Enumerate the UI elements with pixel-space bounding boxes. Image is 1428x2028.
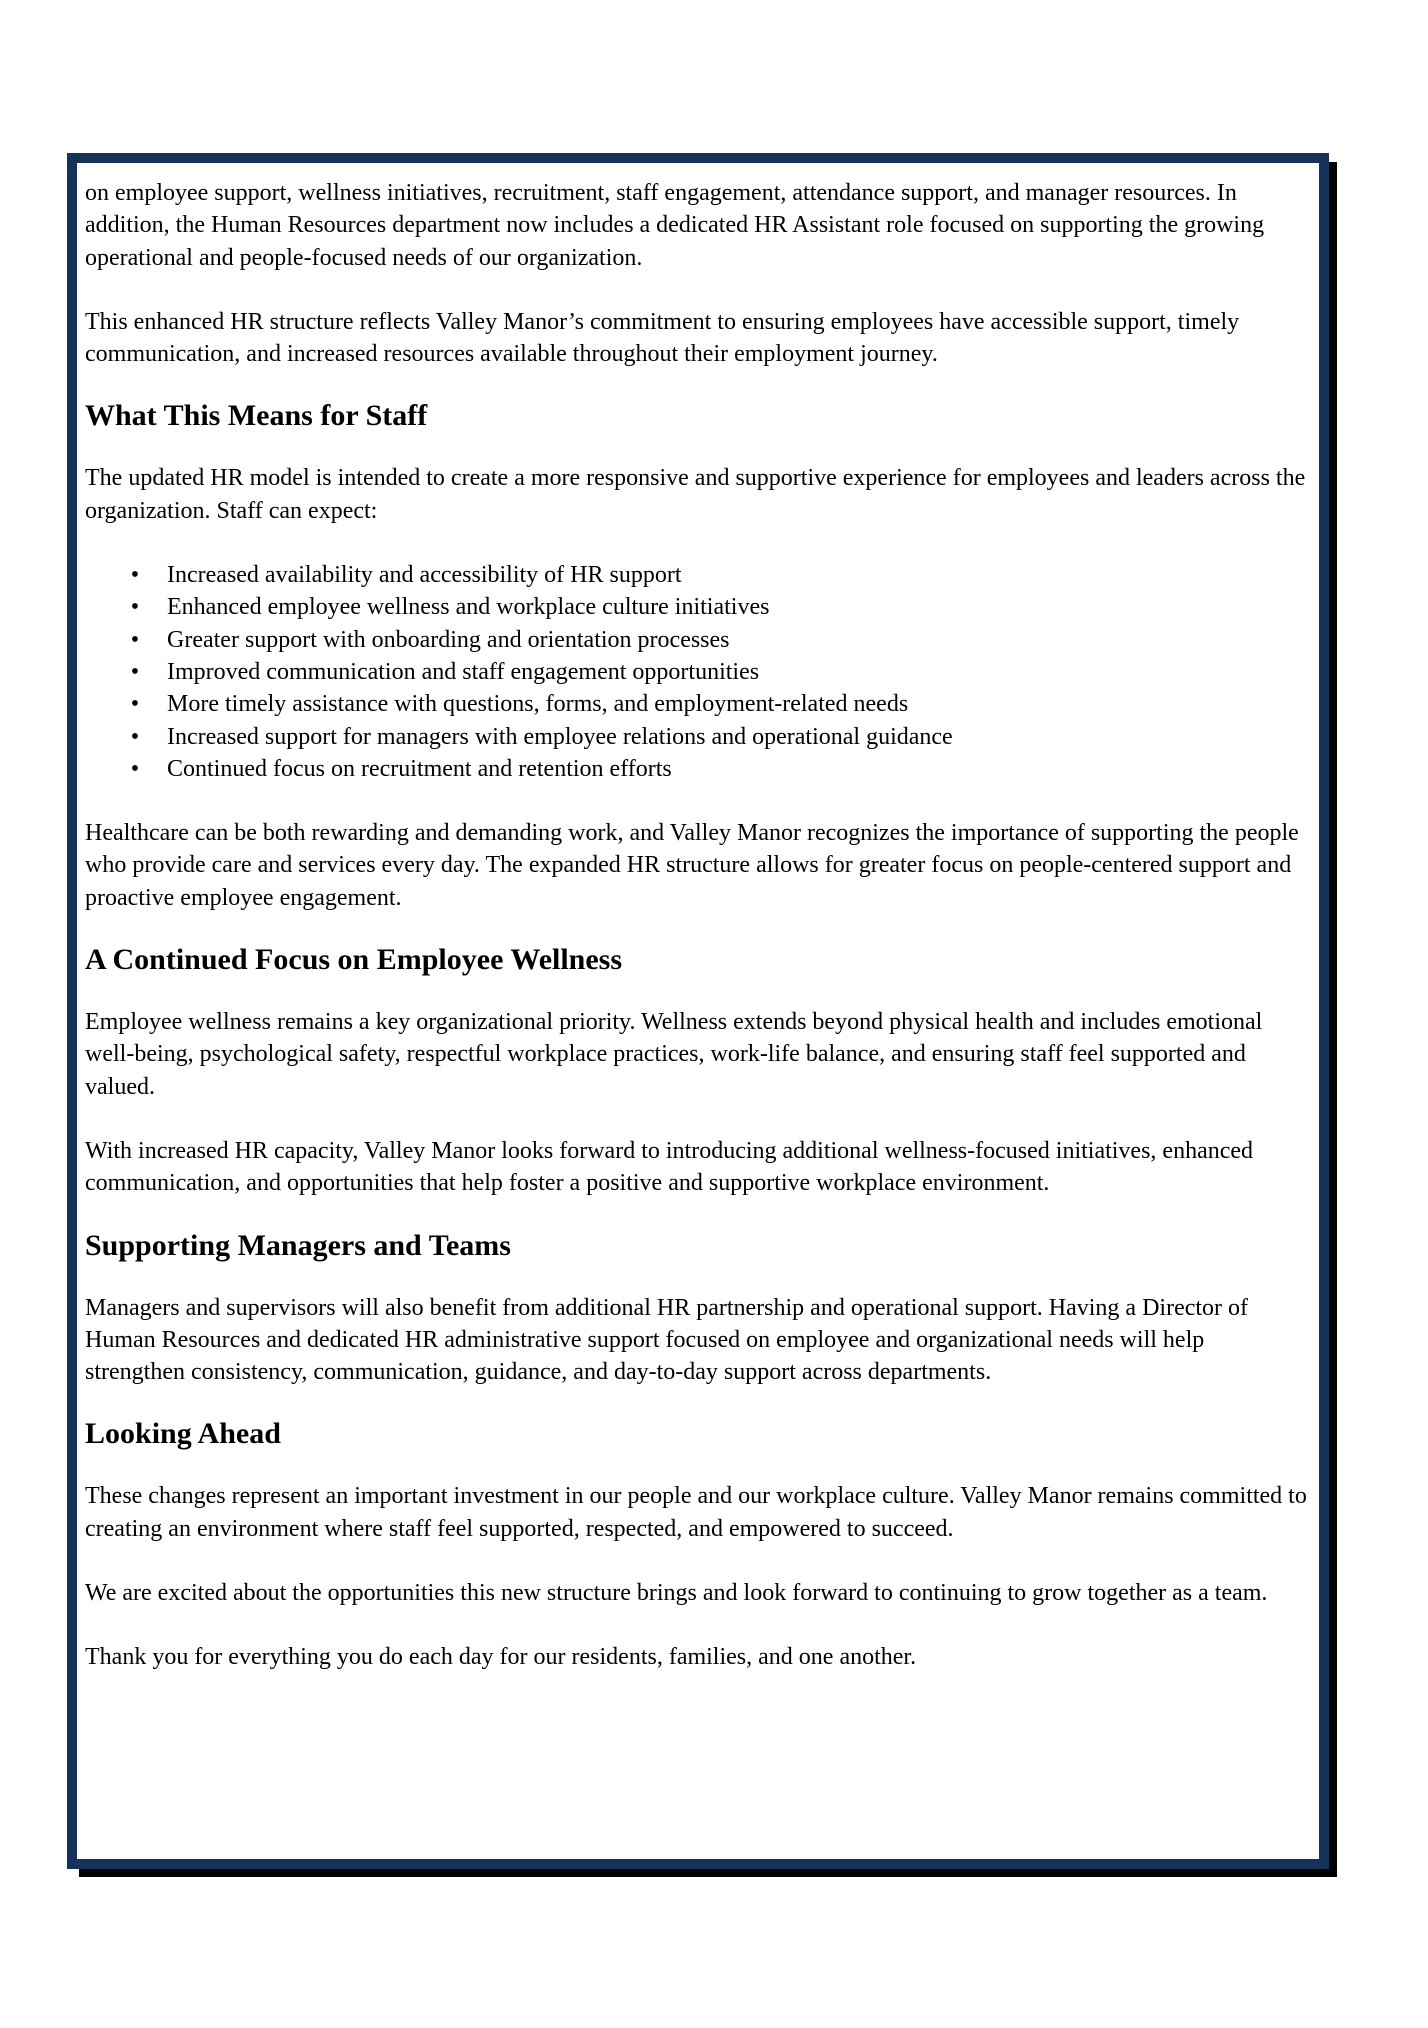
document-body (77, 163, 1319, 1859)
heading-employee-wellness: A Continued Focus on Employee Wellness (85, 943, 623, 977)
heading-supporting-managers: Supporting Managers and Teams (85, 1228, 511, 1262)
list-item (130, 591, 1309, 623)
list-item-text: Increased support for managers with employee relations and operational guidance (167, 723, 953, 750)
staff-paragraph-1: The updated HR model is intended to create a more responsive and supportive experience for employees and leaders across the organization. Staff can expect: (85, 465, 1306, 524)
list-item-text: More timely assistance with questions, forms, and employment-related needs (167, 691, 909, 718)
list-item (130, 656, 1309, 688)
bullet-icon: • (130, 626, 140, 653)
list-item-text: Improved communication and staff engagement opportunities (167, 658, 760, 685)
list-item (130, 721, 1309, 753)
bullet-icon: • (130, 723, 140, 750)
heading-looking-ahead: Looking Ahead (85, 1417, 281, 1451)
bullet-icon: • (130, 562, 140, 589)
wellness-paragraph-1: Employee wellness remains a key organizational priority. Wellness extends beyond physical health and includes emotional well-being, psychological safety, respectful workplace practices, work-life balance, and ensuring staff feel supported and valued. (85, 1009, 1263, 1100)
ahead-paragraph-2: We are excited about the opportunities this new structure brings and look forward to continuing to grow together as a team. (85, 1580, 1268, 1607)
bullet-icon: • (130, 658, 140, 685)
list-item (130, 624, 1309, 656)
ahead-paragraph-1: These changes represent an important investment in our people and our workplace culture. Valley Manor remains committed to creating an environment where staff feel supported, respected, and empowered to succeed. (85, 1483, 1307, 1542)
staff-paragraph-2: Healthcare can be both rewarding and demanding work, and Valley Manor recognizes the importance of supporting the people who provide care and services every day. The expanded HR structure allows for greater focus on people-centered support and proactive employee engagement. (85, 820, 1299, 911)
bullet-icon: • (130, 755, 140, 782)
intro-paragraph-1: on employee support, wellness initiatives, recruitment, staff engagement, attendance support, and manager resources. In addition, the Human Resources department now includes a dedicated HR Assistant role focused on supporting the growing operational and people-focused needs of our organization. (85, 180, 1265, 271)
managers-paragraph-1: Managers and supervisors will also benefit from additional HR partnership and operational support. Having a Director of Human Resources and dedicated HR administrative support focused on employee and organizational needs will help strengthen consistency, communication, guidance, and day-to-day support across departments. (85, 1294, 1249, 1386)
list-item-text: Greater support with onboarding and orientation processes (167, 626, 730, 653)
ahead-paragraph-3: Thank you for everything you do each day for our residents, families, and one another. (85, 1644, 917, 1671)
wellness-paragraph-2: With increased HR capacity, Valley Manor looks forward to introducing additional wellness-focused initiatives, enhanced communication, and opportunities that help foster a positive and supportive workplace environment. (85, 1137, 1254, 1197)
heading-what-this-means: What This Means for Staff (85, 399, 428, 433)
bullet-icon: • (130, 594, 140, 621)
list-item-text: Continued focus on recruitment and retention efforts (167, 755, 672, 782)
list-item (130, 688, 1309, 720)
bullet-icon: • (130, 691, 140, 718)
expectations-list (85, 559, 1309, 785)
list-item-text: Increased availability and accessibility of HR support (167, 562, 682, 589)
list-item (130, 559, 1309, 591)
list-item (130, 753, 1309, 785)
list-item-text: Enhanced employee wellness and workplace culture initiatives (167, 594, 770, 621)
intro-paragraph-2: This enhanced HR structure reflects Valley Manor’s commitment to ensuring employees have accessible support, timely communication, and increased resources available throughout their employment journey. (85, 308, 1240, 368)
